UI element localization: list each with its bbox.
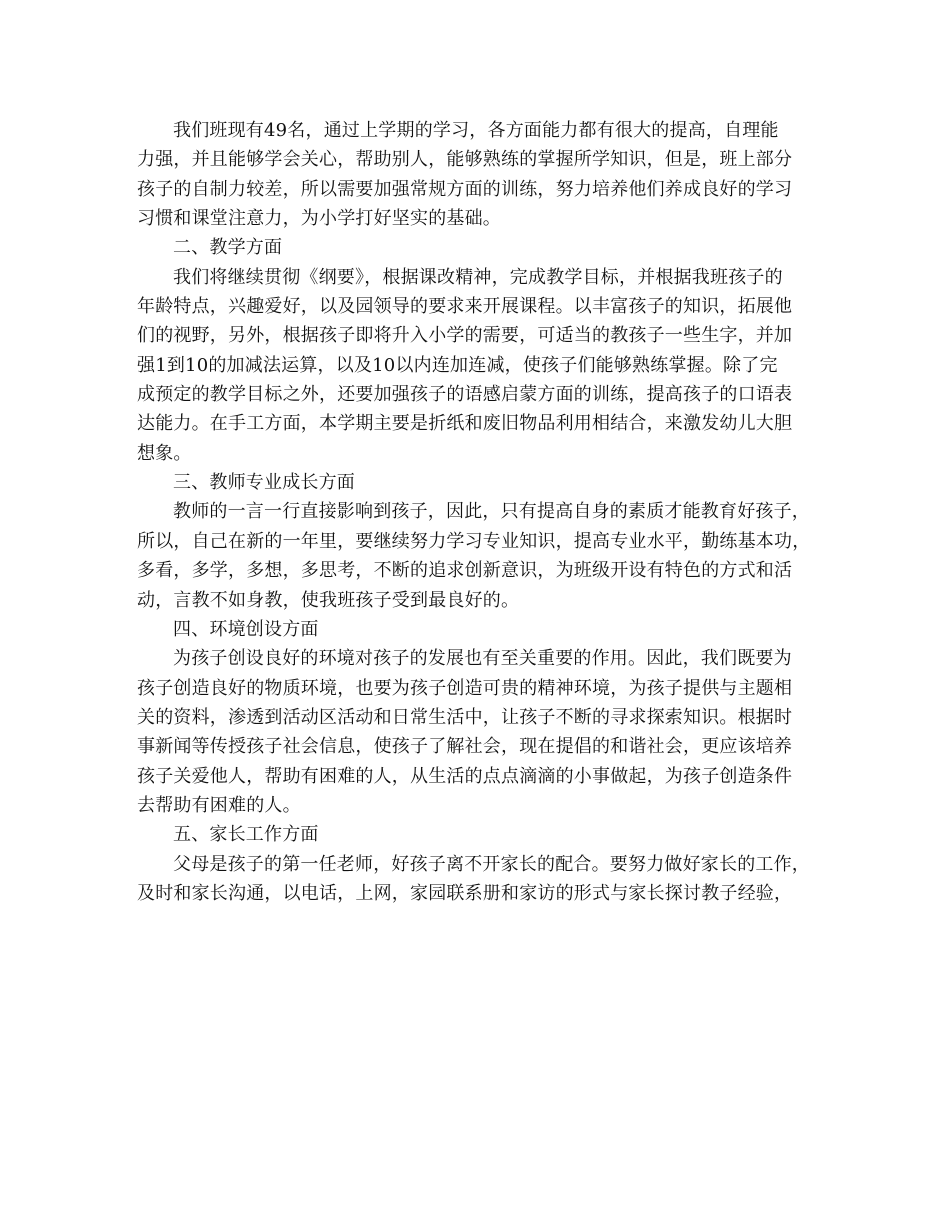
paragraph-4-line-4: 事新闻等传授孩子社会信息，使孩子了解社会，现在提倡的和谐社会，更应该培养 <box>137 736 793 758</box>
paragraph-1-line-3: 孩子的自制力较差，所以需要加强常规方面的训练，努力培养他们养成良好的学习 <box>137 178 793 200</box>
paragraph-2-line-4: 强1到10的加减法运算，以及10以内连加连减，使孩子们能够熟练掌握。除了完 <box>137 354 778 376</box>
paragraph-2-line-2: 年龄特点，兴趣爱好，以及园领导的要求来开展课程。以丰富孩子的知识，拓展他 <box>137 296 793 318</box>
paragraph-3-line-4: 动，言教不如身教，使我班孩子受到最良好的。 <box>137 589 520 611</box>
paragraph-2-line-3: 们的视野，另外，根据孩子即将升入小学的需要，可适当的教孩子一些生字，并加 <box>137 325 793 347</box>
section-heading-teaching: 二、教学方面 <box>173 237 283 259</box>
paragraph-1-line-2: 力强，并且能够学会关心，帮助别人，能够熟练的掌握所学知识，但是，班上部分 <box>137 149 793 171</box>
paragraph-4-line-5: 孩子关爱他人，帮助有困难的人，从生活的点点滴滴的小事做起，为孩子创造条件 <box>137 765 793 787</box>
paragraph-4-line-6: 去帮助有困难的人。 <box>137 794 301 816</box>
paragraph-1-line-1: 我们班现有49名，通过上学期的学习，各方面能力都有很大的提高，自理能 <box>173 120 779 141</box>
paragraph-4-line-1: 为孩子创设良好的环境对孩子的发展也有至关重要的作用。因此，我们既要为 <box>173 648 792 670</box>
document-body <box>137 116 825 908</box>
paragraph-5-line-1: 父母是孩子的第一任老师，好孩子离不开家长的配合。要努力做好家长的工作， <box>173 853 810 875</box>
paragraph-3-line-1: 教师的一言一行直接影响到孩子，因此，只有提高自身的素质才能教育好孩子， <box>173 501 810 523</box>
section-heading-teacher-growth: 三、教师专业成长方面 <box>173 472 355 494</box>
paragraph-3-line-2: 所以，自己在新的一年里，要继续努力学习专业知识，提高专业水平，勤练基本功， <box>137 530 811 552</box>
section-heading-parents: 五、家长工作方面 <box>173 824 319 846</box>
paragraph-4-line-3: 关的资料，渗透到活动区活动和日常生活中，让孩子不断的寻求探索知识。根据时 <box>137 706 793 728</box>
paragraph-1-line-4: 习惯和课堂注意力，为小学打好坚实的基础。 <box>137 208 501 230</box>
section-heading-environment: 四、环境创设方面 <box>173 618 319 640</box>
paragraph-5-line-2: 及时和家长沟通，以电话，上网，家园联系册和家访的形式与家长探讨教子经验， <box>137 882 793 904</box>
paragraph-2-line-5: 成预定的教学目标之外，还要加强孩子的语感启蒙方面的训练，提高孩子的口语表 <box>137 384 793 406</box>
paragraph-2-line-6: 达能力。在手工方面，本学期主要是折纸和废旧物品利用相结合，来激发幼儿大胆 <box>137 413 793 435</box>
paragraph-3-line-3: 多看，多学，多想，多思考，不断的追求创新意识，为班级开设有特色的方式和活 <box>137 560 793 582</box>
paragraph-2-line-7: 想象。 <box>137 442 192 464</box>
paragraph-2-line-1: 我们将继续贯彻《纲要》，根据课改精神，完成教学目标，并根据我班孩子的 <box>173 266 783 288</box>
paragraph-4-line-2: 孩子创造良好的物质环境，也要为孩子创造可贵的精神环境，为孩子提供与主题相 <box>137 677 793 699</box>
